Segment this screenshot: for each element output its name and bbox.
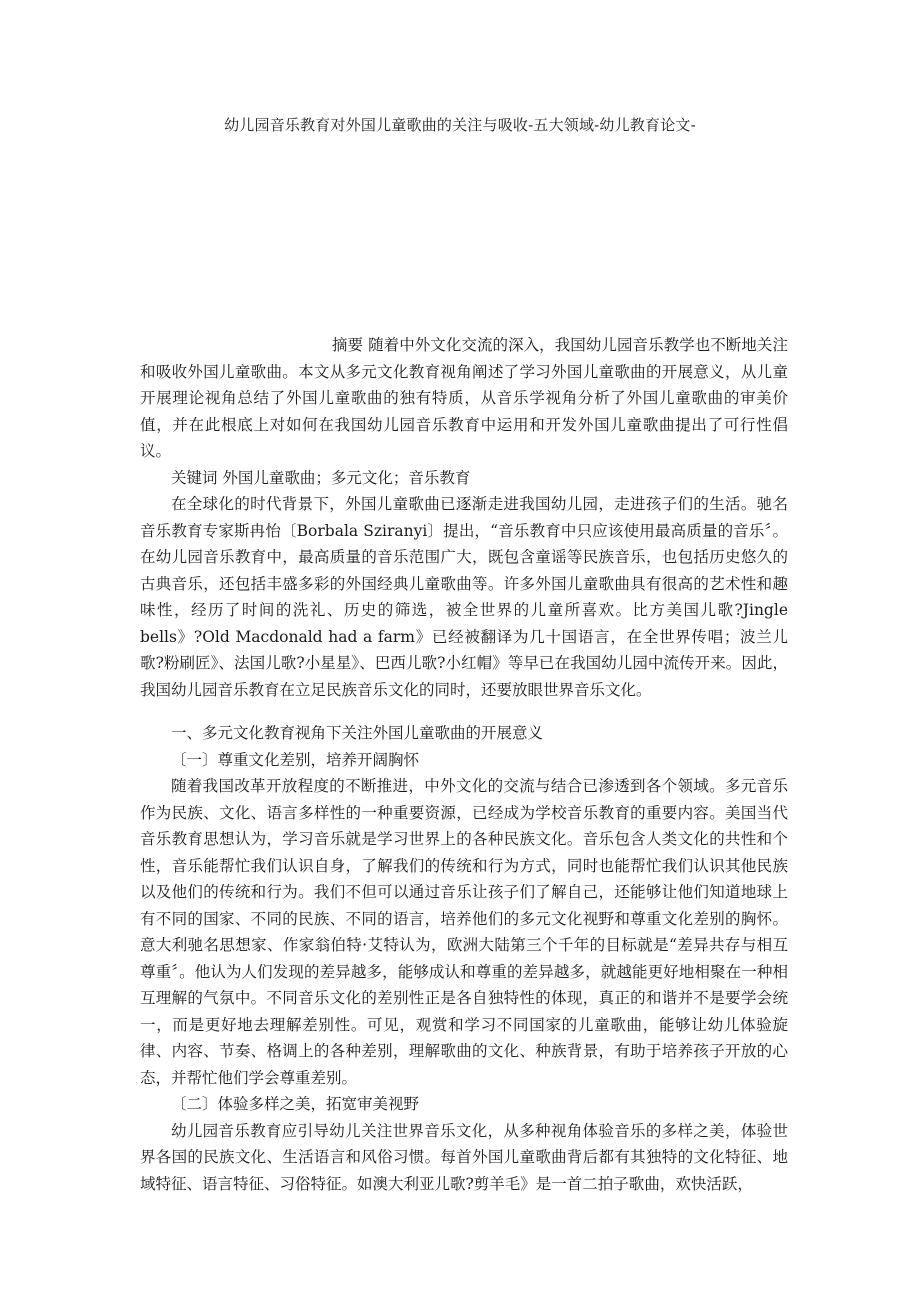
section-one	[140, 720, 788, 1197]
abstract-paragraph	[140, 332, 788, 465]
subsection-text-2: 幼儿园音乐教育应引导幼儿关注世界音乐文化，从多种视角体验音乐的多样之美，体验世界各国的民族文化、生活语言和风俗习惯。每首外国儿童歌曲背后都有其独特的文化特征、地域特征、语言特征、习俗特征。如澳大利亚儿歌?剪羊毛》是一首二拍子歌曲，欢快活跃，	[140, 1121, 788, 1193]
abstract-block	[140, 332, 788, 703]
document-title: 幼儿园音乐教育对外国儿童歌曲的关注与吸收-五大领域-幼儿教育论文-	[224, 116, 696, 134]
abstract-text: 随着中外文化交流的深入，我国幼儿园音乐教学也不断地关注和吸收外国儿童歌曲。本文从多元文化教育视角阐述了学习外国儿童歌曲的开展意义，从儿童开展理论视角总结了外国儿童歌曲的独有特质，从音乐学视角分析了外国儿童歌曲的审美价值，并在此根底上对如何在我国幼儿园音乐教育中运用和开发外国儿童歌曲提出了可行性倡议。	[140, 336, 788, 460]
section-heading: 一、多元文化教育视角下关注外国儿童歌曲的开展意义	[171, 724, 544, 742]
intro-paragraph: 在全球化的时代背景下，外国儿童歌曲已逐渐走进我国幼儿园，走进孩子们的生活。驰名音乐教育专家斯冉怡〔Borbala Sziranyi〕提出，“音乐教育中只应该使用最高质量的音乐〞。在幼儿园音乐教育中，最高质量的音乐范围广大，既包含童谣等民族音乐，也包括历史悠久的古典音乐，还包括丰盛多彩的外国经典儿童歌曲等。许多外国儿童歌曲具有很高的艺术性和趣味性，经历了时间的洗礼、历史的筛选，被全世界的儿童所喜欢。比方美国儿歌?Jingle bells》?Old Macdonald had a farm》已经被翻译为几十国语言，在全世界传唱；波兰儿歌?粉刷匠》、法国儿歌?小星星》、巴西儿歌?小红帽》等早已在我国幼儿园中流传开来。因此，我国幼儿园音乐教育在立足民族音乐文化的同时，还要放眼世界音乐文化。	[140, 495, 788, 699]
subsection-heading-1: 〔一〕尊重文化差别，培养开阔胸怀	[171, 750, 420, 769]
subsection-heading-2: 〔二〕体验多样之美，拓宽审美视野	[171, 1095, 420, 1113]
abstract-label: 摘要	[332, 336, 364, 354]
subsection-text-1: 随着我国改革开放程度的不断推进，中外文化的交流与结合已渗透到各个领域。多元音乐作为民族、文化、语言多样性的一种重要资源，已经成为学校音乐教育的重要内容。美国当代音乐教育思想认为，学习音乐就是学习世界上的各种民族文化。音乐包含人类文化的共性和个性，音乐能帮忙我们认识自身，了解我们的传统和行为方式，同时也能帮忙我们认识其他民族以及他们的传统和行为。我们不但可以通过音乐让孩子们了解自己，还能够让他们知道地球上有不同的国家、不同的民族、不同的语言，培养他们的多元文化视野和尊重文化差别的胸怀。意大利驰名思想家、作家翁伯特·艾特认为，欧洲大陆第三个千年的目标就是“差异共存与相互尊重〞。他认为人们发现的差异越多，能够成认和尊重的差异越多，就越能更好地相聚在一种相互理解的气氛中。不同音乐文化的差别性正是各自独特性的体现，真正的和谐并不是要学会统一，而是更好地去理解差别性。可见，观赏和学习不同国家的儿童歌曲，能够让幼儿体验旋律、内容、节奏、格调上的各种差别，理解歌曲的文化、种族背景，有助于培养孩子开放的心态，并帮忙他们学会尊重差别。	[140, 777, 788, 1087]
keywords-line: 关键词 外国儿童歌曲；多元文化；音乐教育	[171, 468, 471, 487]
